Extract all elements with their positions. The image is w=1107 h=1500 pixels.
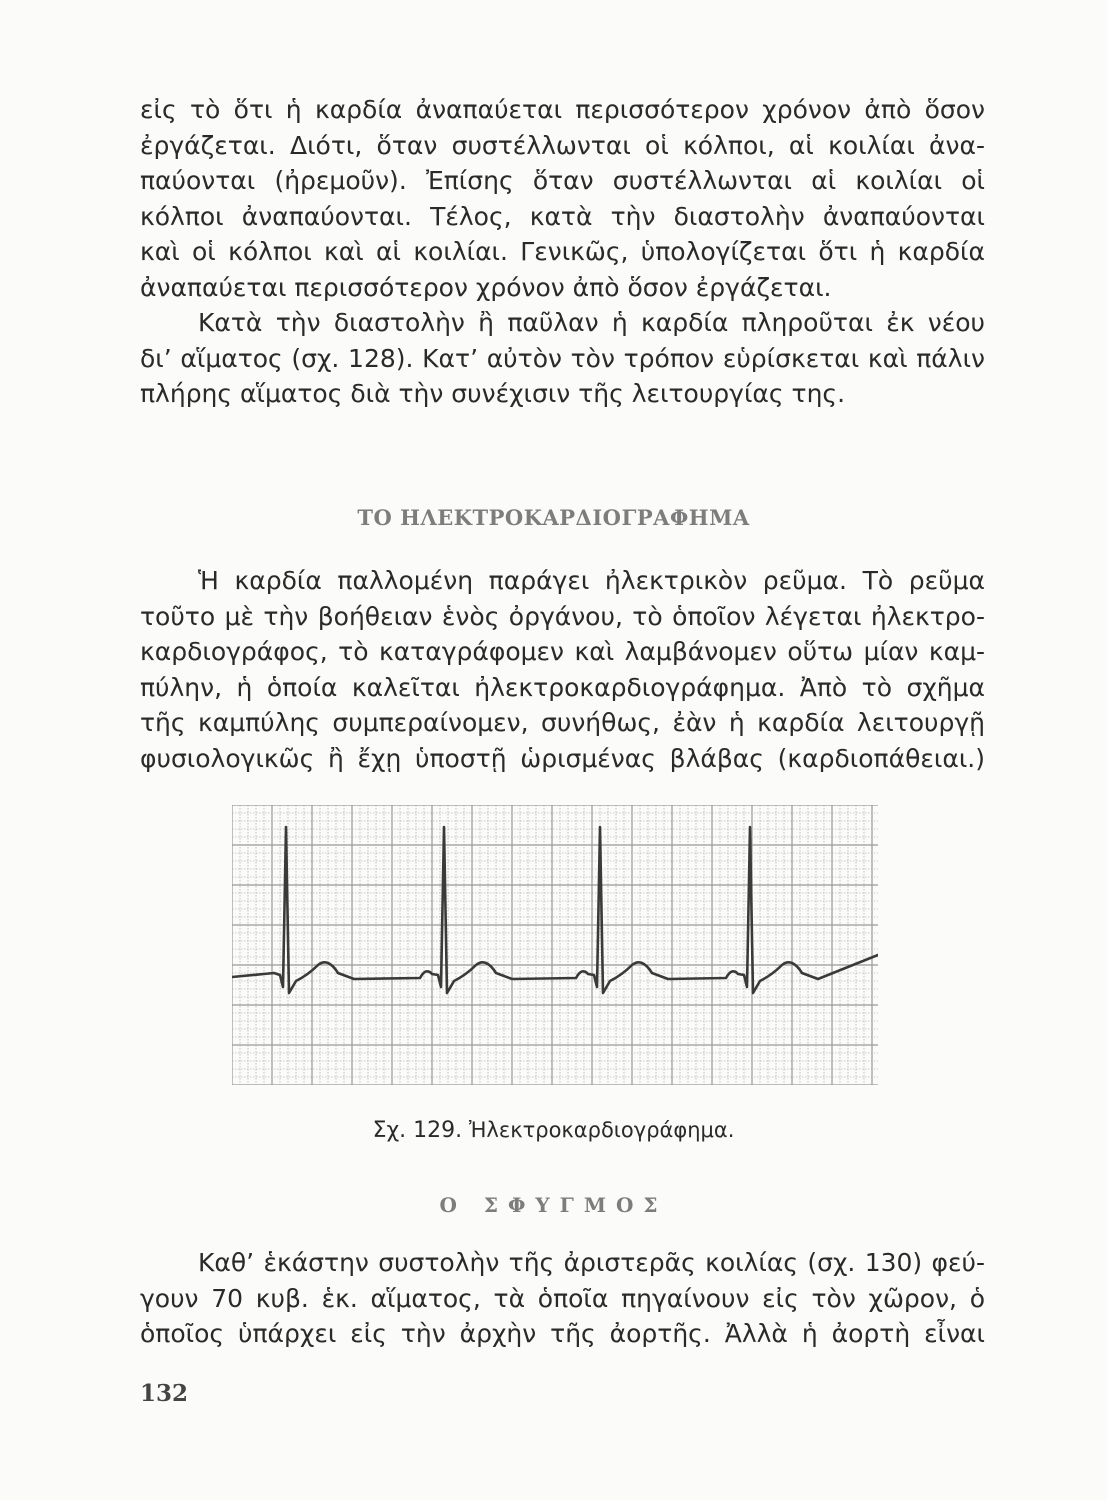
figure-caption [0, 1118, 1107, 1143]
text-line: πύλην, ἡ ὁποία καλεῖται ἠλεκτροκαρδιογράφημα. Ἀπὸ τὸ σχῆμα [140, 672, 985, 702]
text-line: παύονται (ἠρεμοῦν). Ἐπίσης ὅταν συστέλλωνται αἱ κοιλίαι οἱ [140, 166, 985, 195]
text-line: κόλποι ἀναπαύονται. Τέλος, κατὰ τὴν διαστολὴν ἀναπαύονται [140, 201, 985, 231]
text-line: τῆς καμπύλης συμπεραίνομεν, συνήθως, ἐὰν ἡ καρδία λειτουργῇ [140, 708, 985, 737]
ecg-figure [232, 805, 878, 1085]
text-line: γουν 70 κυβ. ἑκ. αἵματος, τὰ ὁποῖα πηγαίνουν εἰς τὸν χῶρον, ὁ [140, 1283, 985, 1313]
paragraph-1 [140, 92, 985, 305]
text-line: Ἡ καρδία παλλομένη παράγει ἠλεκτρικὸν ρεῦμα. Τὸ ρεῦμα [198, 566, 985, 595]
ecg-trace [232, 827, 878, 993]
page-number: 132 [140, 1380, 189, 1407]
text-line: εἰς τὸ ὅτι ἡ καρδία ἀναπαύεται περισσότερον χρόνον ἀπὸ ὅσον [140, 95, 985, 124]
text-line: Κατὰ τὴν διαστολὴν ἢ παῦλαν ἡ καρδία πληροῦται ἐκ νέου [198, 308, 985, 337]
text-line: ἐργάζεται. Διότι, ὅταν συστέλλωνται οἱ κόλποι, αἱ κοιλίαι ἀνα- [140, 130, 985, 160]
text-line: δι’ αἵματος (σχ. 128). Κατ’ αὐτὸν τὸν τρόπον εὑρίσκεται καὶ πάλιν [140, 343, 985, 373]
text-line: καρδιογράφος, τὸ καταγράφομεν καὶ λαμβάνομεν οὕτω μίαν καμ- [140, 637, 985, 666]
section-heading-electrocardiogram: ΤΟ ΗΛΕΚΤΡΟΚΑΡΔΙΟΓΡΑΦΗΜΑ [357, 505, 750, 530]
text-line: ἀναπαύεται περισσότερον χρόνον ἀπὸ ὅσον ἐργάζεται. [140, 272, 832, 302]
text-line: πλήρης αἵματος διὰ τὴν συνέχισιν τῆς λειτουργίας της. [140, 379, 846, 408]
paragraph-2 [140, 305, 985, 412]
paragraph-3 [140, 563, 985, 776]
text-line: Καθ’ ἑκάστην συστολὴν τῆς ἀριστερᾶς κοιλίας (σχ. 130) φεύ- [198, 1248, 985, 1277]
ecg-grid [232, 805, 878, 1085]
figure-caption-text: Ἠλεκτροκαρδιογράφημα. [468, 1118, 735, 1142]
text-line: καὶ οἱ κόλποι καὶ αἱ κοιλίαι. Γενικῶς, ὑπολογίζεται ὅτι ἡ καρδία [140, 237, 985, 266]
paragraph-4 [140, 1245, 985, 1352]
text-line: ὁποῖος ὑπάρχει εἰς τὴν ἀρχὴν τῆς ἀορτῆς. Ἀλλὰ ἡ ἀορτὴ εἶναι [140, 1319, 985, 1348]
text-line: φυσιολογικῶς ἢ ἔχῃ ὑποστῇ ὡρισμένας βλάβας (καρδιοπάθειαι.) [140, 743, 985, 773]
figure-label: Σχ. 129. [372, 1118, 463, 1143]
section-heading-pulse: Ο ΣΦΥΓΜΟΣ [439, 1193, 668, 1217]
ecg-chart [232, 805, 878, 1085]
text-line: τοῦτο μὲ τὴν βοήθειαν ἑνὸς ὀργάνου, τὸ ὁποῖον λέγεται ἠλεκτρο- [140, 601, 985, 631]
